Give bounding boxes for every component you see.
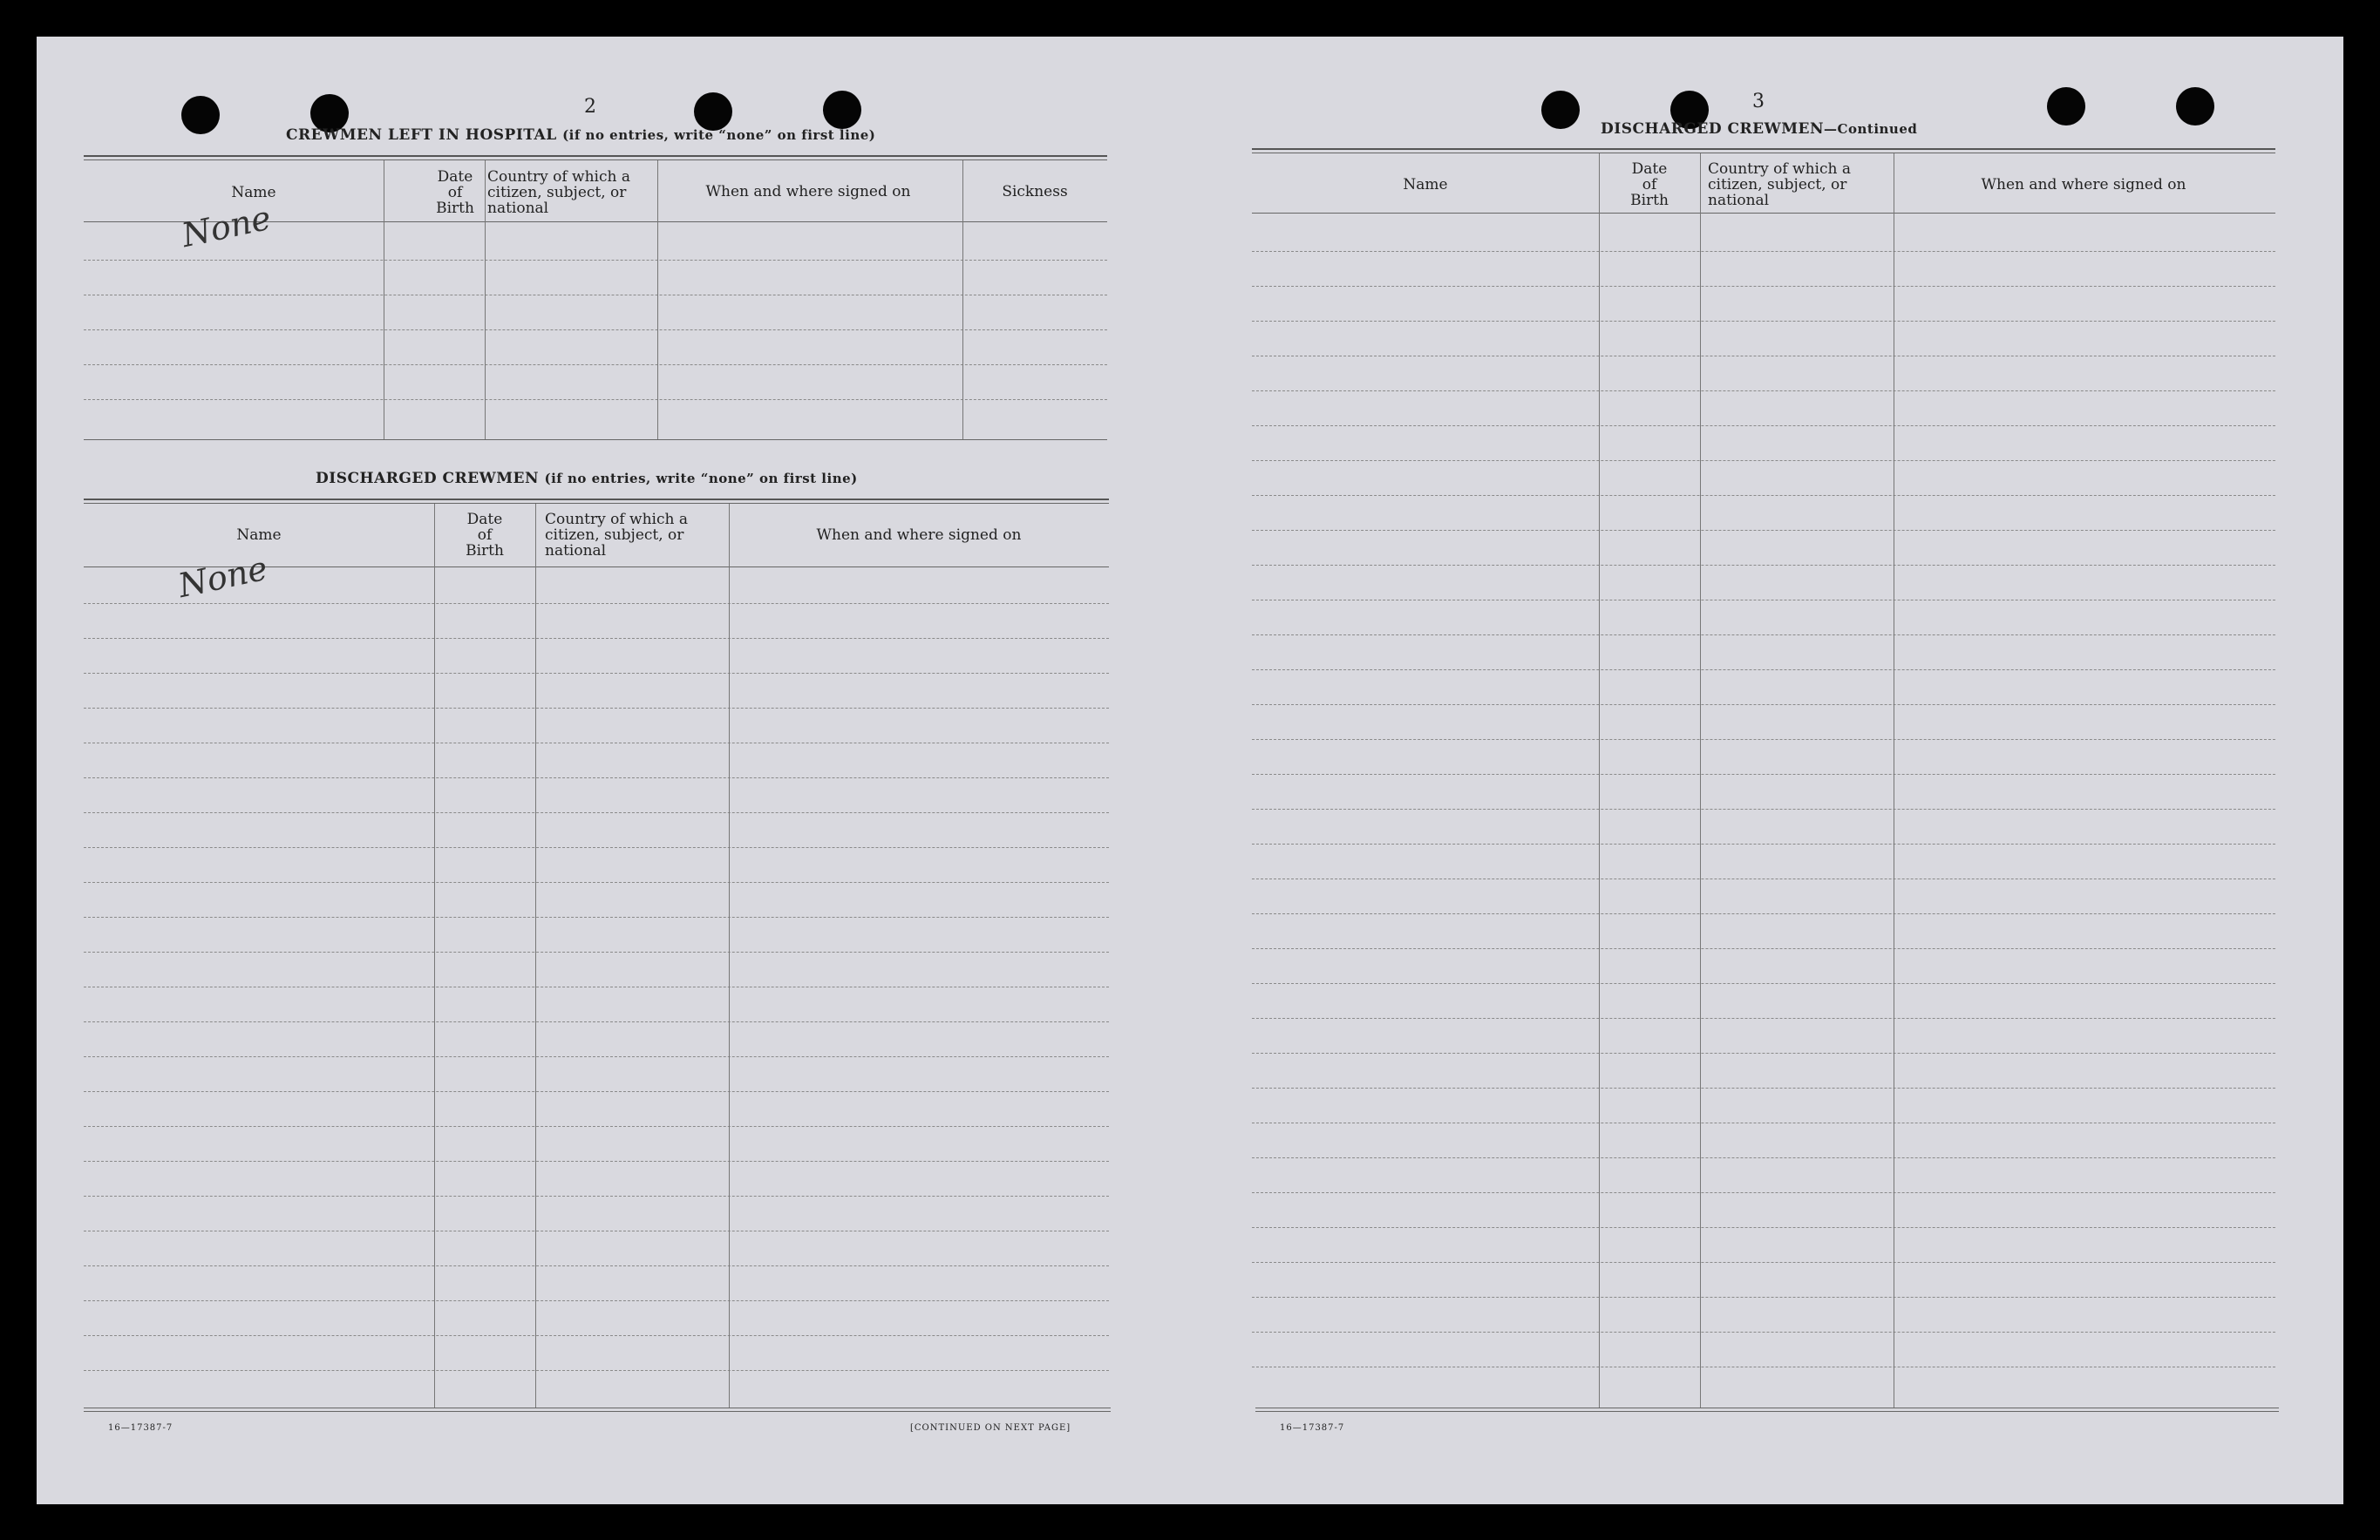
header-rule bbox=[1252, 213, 2275, 214]
column-header-date-of-birth-text: Date of Birth bbox=[436, 168, 474, 217]
form-code: 16—17387-7 bbox=[1280, 1423, 1345, 1433]
title-suffix: —Continued bbox=[1824, 121, 1918, 137]
punch-hole bbox=[2176, 87, 2214, 126]
entry-line bbox=[1252, 983, 2275, 984]
entry-line bbox=[84, 952, 1109, 953]
table-top-rule bbox=[84, 503, 1109, 504]
entry-line bbox=[1252, 460, 2275, 461]
entry-line bbox=[1252, 774, 2275, 775]
title-main: DISCHARGED CREWMEN bbox=[1601, 120, 1825, 138]
column-header-signed-on: When and where signed on bbox=[816, 526, 1022, 544]
column-divider bbox=[729, 504, 730, 1408]
entry-line bbox=[84, 1196, 1109, 1197]
table-bottom-rule bbox=[1255, 1411, 2279, 1412]
entry-line bbox=[1252, 1192, 2275, 1193]
entry-line bbox=[84, 1265, 1109, 1266]
table-bottom-rule bbox=[84, 439, 1107, 440]
column-header-date-of-birth bbox=[1599, 161, 1700, 208]
column-header-name: Name bbox=[236, 526, 282, 544]
title-note: (if no entries, write “none” on first line) bbox=[562, 127, 876, 143]
entry-line bbox=[84, 1056, 1109, 1057]
entry-line bbox=[84, 708, 1109, 709]
entry-line bbox=[1252, 948, 2275, 949]
entry-line bbox=[1252, 1297, 2275, 1298]
column-header-country bbox=[1700, 161, 1894, 208]
entry-line bbox=[1252, 530, 2275, 531]
entry-line bbox=[84, 1300, 1109, 1301]
entry-line bbox=[1252, 390, 2275, 391]
entry-line bbox=[1252, 913, 2275, 914]
entry-line bbox=[1252, 286, 2275, 287]
handwritten-entry: None bbox=[178, 198, 275, 255]
entry-line bbox=[84, 1161, 1109, 1162]
punch-hole bbox=[823, 91, 861, 129]
column-divider bbox=[485, 160, 486, 439]
discharged-continued-title bbox=[1601, 120, 1917, 138]
table-top-rule bbox=[84, 499, 1109, 500]
column-header-date-of-birth-text: Date of Birth bbox=[466, 511, 504, 560]
entry-line bbox=[1252, 669, 2275, 670]
entry-line bbox=[1252, 1053, 2275, 1054]
entry-line bbox=[84, 847, 1109, 848]
column-header-date-of-birth bbox=[434, 512, 535, 559]
column-divider bbox=[962, 160, 963, 439]
entry-line bbox=[1252, 425, 2275, 426]
column-divider bbox=[1700, 153, 1701, 1408]
entry-line bbox=[1252, 739, 2275, 740]
entry-line bbox=[1252, 1227, 2275, 1228]
entry-line bbox=[84, 1021, 1109, 1022]
entry-line bbox=[1252, 704, 2275, 705]
entry-line bbox=[84, 882, 1109, 883]
punch-hole bbox=[181, 96, 220, 134]
title-main: CREWMEN LEFT IN HOSPITAL bbox=[286, 126, 557, 144]
column-header-sickness: Sickness bbox=[1002, 183, 1068, 200]
entry-line bbox=[1252, 1157, 2275, 1158]
table-bottom-rule bbox=[84, 1411, 1111, 1412]
entry-line bbox=[84, 1335, 1109, 1336]
page-number: 2 bbox=[584, 96, 596, 118]
entry-line bbox=[84, 399, 1107, 400]
form-code: 16—17387-7 bbox=[108, 1423, 173, 1433]
column-header-country-text: Country of which a citizen, subject, or national bbox=[1708, 160, 1851, 209]
entry-line bbox=[1252, 1262, 2275, 1263]
entry-line bbox=[1252, 1088, 2275, 1089]
entry-line bbox=[84, 638, 1109, 639]
column-divider bbox=[535, 504, 536, 1408]
entry-line bbox=[1252, 321, 2275, 322]
column-header-signed-on: When and where signed on bbox=[1981, 176, 2186, 193]
column-header-country bbox=[535, 512, 729, 559]
hospital-table-title bbox=[286, 126, 875, 144]
page-number: 3 bbox=[1752, 91, 1765, 112]
column-header-country bbox=[485, 169, 656, 216]
entry-line bbox=[84, 603, 1109, 604]
title-main: DISCHARGED CREWMEN bbox=[316, 470, 540, 487]
entry-line bbox=[1252, 809, 2275, 810]
entry-line bbox=[1252, 1332, 2275, 1333]
entry-line bbox=[1252, 565, 2275, 566]
entry-line bbox=[84, 1370, 1109, 1371]
punch-hole bbox=[1541, 91, 1580, 129]
entry-line bbox=[1252, 251, 2275, 252]
column-divider bbox=[434, 504, 435, 1408]
punch-hole bbox=[694, 92, 732, 131]
entry-line bbox=[84, 673, 1109, 674]
title-note: (if no entries, write “none” on first line) bbox=[544, 471, 858, 486]
table-top-rule bbox=[1252, 148, 2275, 150]
entry-line bbox=[84, 1126, 1109, 1127]
entry-line bbox=[84, 260, 1107, 261]
entry-line bbox=[1252, 1018, 2275, 1019]
discharged-table-title bbox=[316, 470, 858, 487]
entry-line bbox=[84, 329, 1107, 330]
entry-line bbox=[84, 812, 1109, 813]
table-top-rule bbox=[84, 155, 1107, 157]
column-header-country-text: Country of which a citizen, subject, or national bbox=[487, 168, 630, 217]
document-sheet bbox=[37, 37, 2343, 1504]
continued-note: [CONTINUED ON NEXT PAGE] bbox=[910, 1423, 1071, 1433]
column-header-country-text: Country of which a citizen, subject, or national bbox=[545, 511, 688, 560]
entry-line bbox=[84, 777, 1109, 778]
entry-line bbox=[84, 364, 1107, 365]
column-header-name: Name bbox=[231, 184, 276, 201]
column-header-signed-on: When and where signed on bbox=[705, 183, 911, 200]
entry-line bbox=[1252, 495, 2275, 496]
column-header-date-of-birth-text: Date of Birth bbox=[1630, 160, 1669, 209]
entry-line bbox=[1252, 634, 2275, 635]
entry-line bbox=[84, 917, 1109, 918]
column-header-name: Name bbox=[1403, 176, 1448, 193]
table-top-rule bbox=[84, 159, 1107, 160]
handwritten-entry: None bbox=[174, 548, 271, 606]
entry-line bbox=[84, 1091, 1109, 1092]
punch-hole bbox=[2047, 87, 2085, 126]
column-divider bbox=[657, 160, 658, 439]
column-divider bbox=[1599, 153, 1600, 1408]
entry-line bbox=[1252, 844, 2275, 845]
